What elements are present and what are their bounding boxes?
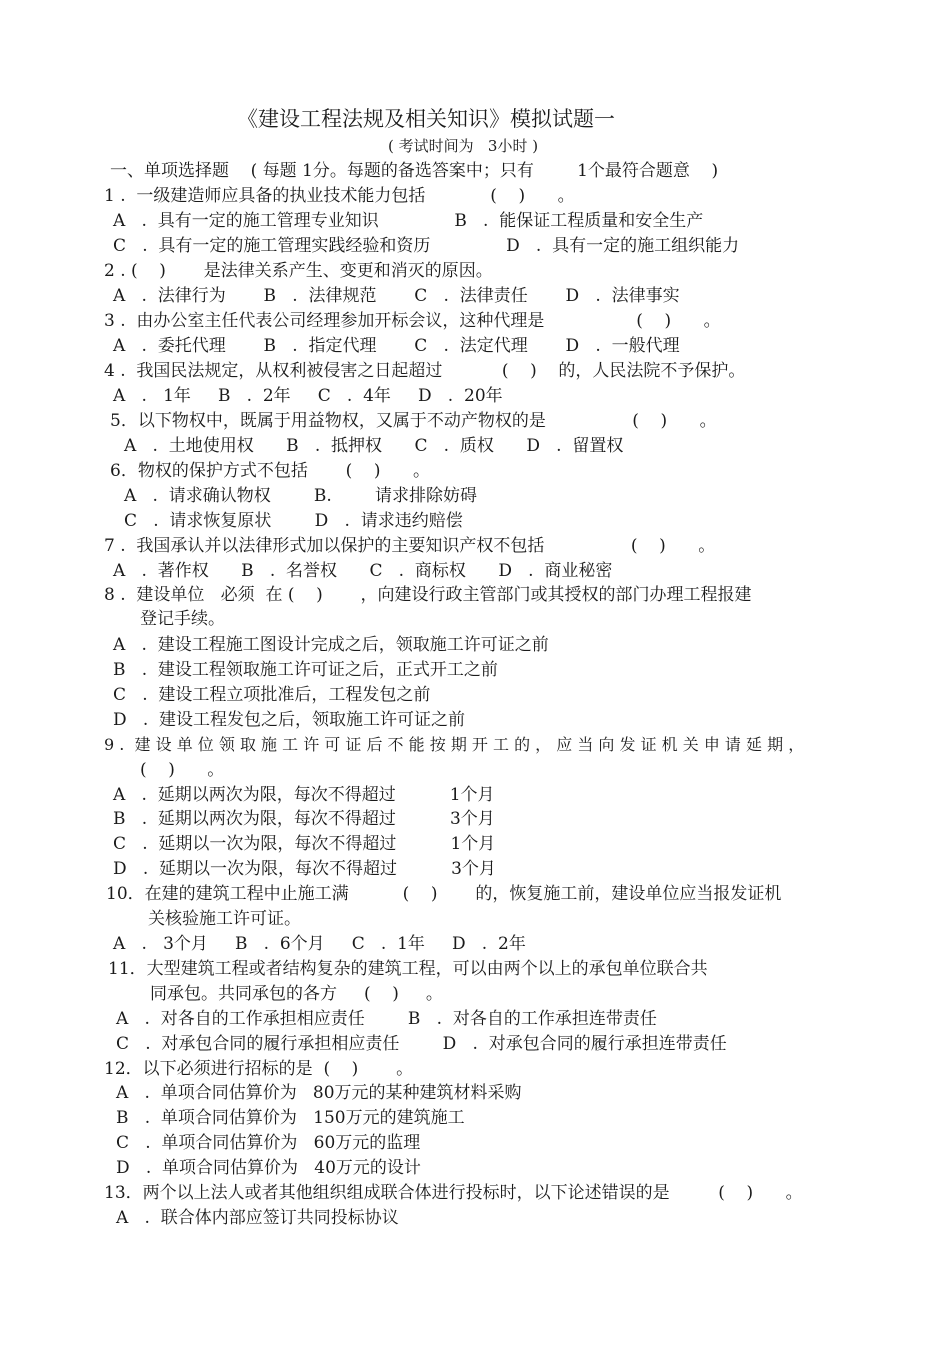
option-line: D . 单项合同估算价为 40万元的设计 xyxy=(116,1158,421,1178)
option-line: A . 土地使用权 B . 抵押权 C . 质权 D . 留置权 xyxy=(124,436,624,456)
question-line: 12．以下必须进行招标的是 ( ) 。 xyxy=(104,1059,414,1079)
option-line: A . 对各自的工作承担相应责任 B . 对各自的工作承担连带责任 xyxy=(116,1009,657,1029)
option-line: A . 单项合同估算价为 80万元的某种建筑材料采购 xyxy=(116,1083,522,1103)
option-line: A . 延期以两次为限，每次不得超过 1个月 xyxy=(113,785,495,805)
option-line: A . 法律行为 B . 法律规范 C . 法律责任 D . 法律事实 xyxy=(113,286,680,306)
option-line: C . 对承包合同的履行承担相应责任 D . 对承包合同的履行承担连带责任 xyxy=(116,1034,727,1054)
option-line: A . 联合体内部应签订共同投标协议 xyxy=(116,1208,399,1228)
option-line: C . 单项合同估算价为 60万元的监理 xyxy=(116,1133,421,1153)
option-line: D . 建设工程发包之后，领取施工许可证之前 xyxy=(113,710,466,730)
option-line: B . 建设工程领取施工许可证之后，正式开工之前 xyxy=(113,660,498,680)
option-line: C . 具有一定的施工管理实践经验和资历 D . 具有一定的施工组织能力 xyxy=(113,236,740,256)
section-heading: 一、单项选择题 ( 每题 1分。每题的备选答案中；只有 1个最符合题意 ) xyxy=(110,161,719,181)
question-line: 3 . 由办公室主任代表公司经理参加开标会议，这种代理是 ( ) 。 xyxy=(104,311,721,331)
option-line: A . 3个月 B . 6个月 C . 1年 D . 2年 xyxy=(113,934,526,954)
option-line: A . 具有一定的施工管理专业知识 B . 能保证工程质量和安全生产 xyxy=(113,211,704,231)
question-continuation: 关核验施工许可证。 xyxy=(148,909,301,929)
question-line: 10．在建的建筑工程中止施工满 ( ) 的，恢复施工前，建设单位应当报发证机 xyxy=(106,884,782,904)
question-line: 4 . 我国民法规定，从权利被侵害之日起超过 ( ) 的，人民法院不予保护。 xyxy=(104,361,746,381)
option-line: A . 建设工程施工图设计完成之后，领取施工许可证之前 xyxy=(113,635,549,655)
question-line: 11．大型建筑工程或者结构复杂的建筑工程，可以由两个以上的承包单位联合共 xyxy=(108,959,708,979)
option-line: B . 单项合同估算价为 150万元的建筑施工 xyxy=(116,1108,465,1128)
question-continuation: ( ) 。 xyxy=(140,760,225,780)
page-title: 《建设工程法规及相关知识》模拟试题一 xyxy=(237,107,615,131)
question-line: 9 . 建 设 单 位 领 取 施 工 许 可 证 后 不 能 按 期 开 工 的 ， 应 当 向 发 证 机 关 申 请 延 期 ， xyxy=(104,735,805,754)
question-line: 1 . 一级建造师应具备的执业技术能力包括 ( ) 。 xyxy=(104,186,575,206)
option-line: A . 1年 B . 2年 C . 4年 D . 20年 xyxy=(113,386,503,406)
option-line: C . 延期以一次为限，每次不得超过 1个月 xyxy=(113,834,496,854)
question-line: 7 . 我国承认并以法律形式加以保护的主要知识产权不包括 ( ) 。 xyxy=(104,536,716,556)
option-line: A . 著作权 B . 名誉权 C . 商标权 D . 商业秘密 xyxy=(113,561,613,581)
option-line: C . 请求恢复原状 D . 请求违约赔偿 xyxy=(124,511,463,531)
question-line: 5．以下物权中，既属于用益物权，又属于不动产物权的是 ( ) 。 xyxy=(110,411,717,431)
option-line: A . 请求确认物权 B. 请求排除妨碍 xyxy=(124,486,478,506)
question-continuation: 同承包。共同承包的各方 ( ) 。 xyxy=(150,984,443,1004)
question-line: 8 . 建设单位 必须 在 ( ) ，向建设行政主管部门或其授权的部门办理工程报建 xyxy=(104,585,752,605)
option-line: D . 延期以一次为限，每次不得超过 3个月 xyxy=(113,859,496,879)
question-line: 2 . ( ) 是法律关系产生、变更和消灭的原因。 xyxy=(104,261,493,281)
option-line: A . 委托代理 B . 指定代理 C . 法定代理 D . 一般代理 xyxy=(113,336,680,356)
question-line: 6．物权的保护方式不包括 ( ) 。 xyxy=(110,461,430,481)
question-continuation: 登记手续。 xyxy=(140,609,225,629)
option-line: B . 延期以两次为限，每次不得超过 3个月 xyxy=(113,809,495,829)
question-line: 13．两个以上法人或者其他组织组成联合体进行投标时，以下论述错误的是 ( ) 。 xyxy=(104,1183,803,1203)
exam-duration: ( 考试时间为 3小时 ) xyxy=(388,137,539,155)
option-line: C . 建设工程立项批准后，工程发包之前 xyxy=(113,685,431,705)
